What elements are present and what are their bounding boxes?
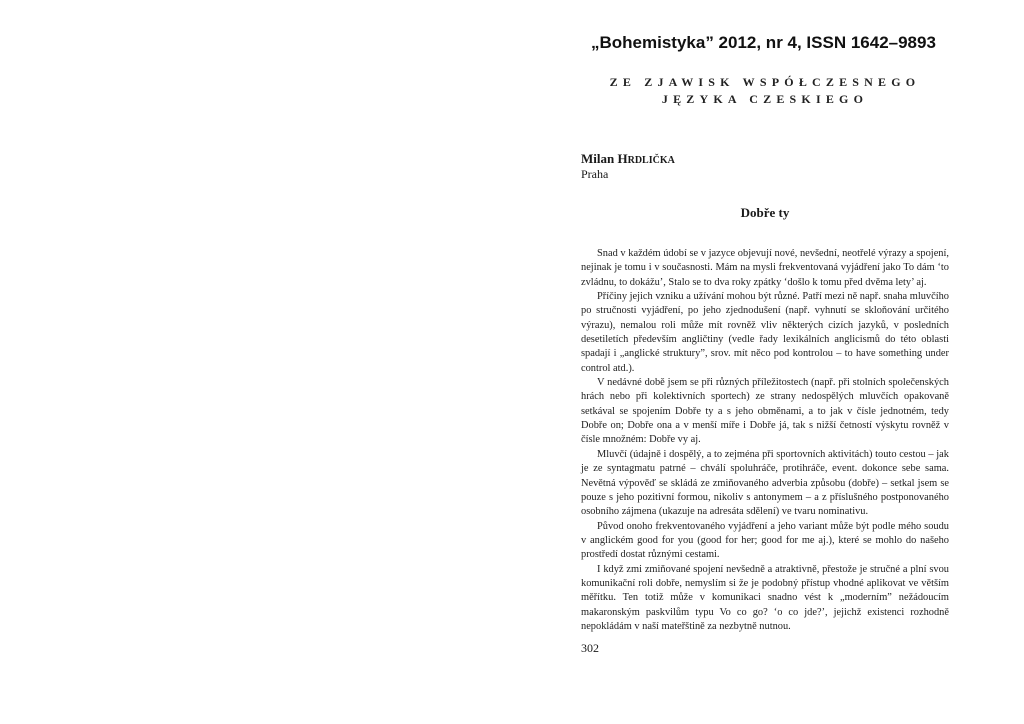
paragraph-6: I když zmi zmiňované spojení nevšedně a atraktivně, přestože je stručné a plní svou komunikační roli dobře, nemyslím si že je podobný přístup vhodné aplikovat ve větším měřítku. Ten totiž může v komunikaci snadno vést k „moderním” nežádoucím makaronským paskvilům typu Vo co go? ‘o co jde?’, jejichž existenci rozhodně nepokládám v naší mateřštině za nezbytně nutnou.	[581, 563, 949, 632]
section-heading-line-2: JĘZYKA CZESKIEGO	[661, 92, 869, 106]
section-heading	[581, 74, 949, 108]
paragraph-3: V nedávné době jsem se při různých příležitostech (např. při stolních společenských hrách nebo při kolektivních sportech) ze strany nedospělých mluvčích opakovaně setkával se spojením Dobře ty a s jeho obměnami, a to jak v čísle jednotném, tedy Dobře on; Dobře ona a v menší míře i Dobře já, tak s nižší četností výskytu rovněž v čísle množném: Dobře vy aj.	[581, 377, 949, 446]
author-surname-initial: H	[617, 151, 628, 166]
paragraph-5: Původ onoho frekventovaného vyjádření a jeho variant může být podle mého soudu v anglickém good for you (good for her; good for me aj.), které se mohlo do našeho prostředí dostat různými cestami.	[581, 520, 949, 561]
article-title: Dobře ty	[740, 205, 790, 220]
journal-header: „Bohemistyka” 2012, nr 4, ISSN 1642–9893	[591, 33, 936, 52]
author-surname	[617, 151, 674, 166]
author-name	[581, 151, 675, 167]
author-surname-rest: RDLIČKA	[627, 155, 675, 166]
document-page	[581, 0, 949, 724]
author-city: Praha	[581, 167, 609, 181]
paragraph-4: Mluvčí (údajně i dospělý, a to zejména při sportovních aktivitách) touto cestou – jak je ze syntagmatu patrné – chválí spoluhráče, protihráče, event. dokonce sebe sama. Nevětná výpověď se skládá ze zmiňovaného adverbia způsobu (dobře) – setkal jsem se pouze s jeho pozitivní formou, nikoliv s antonymem – a z příslušného postponovaného osobního zájmena (ukazuje na adresáta sdělení) ve tvaru nominativu.	[581, 448, 949, 518]
author-first-name: Milan	[581, 151, 615, 166]
page-number: 302	[581, 641, 599, 655]
paragraph-1: Snad v každém údobí se v jazyce objevují nové, nevšední, neotřelé výrazy a spojení, nejinak je tomu i v současnosti. Mám na mysli frekventovaná vyjádření jako To dám ‘to zvládnu, to dokážu’, Stalo se to dva roky zpátky ‘došlo k tomu před dvěma lety’ aj.	[581, 248, 949, 288]
article-body	[581, 247, 949, 634]
section-heading-line-1: ZE ZJAWISK WSPÓŁCZESNEGO	[609, 75, 921, 89]
paragraph-2: Příčiny jejich vzniku a užívání mohou být různé. Patří mezi ně např. snaha mluvčího po stručnosti vyjádření, po jeho zjednodušení (např. vyhnutí se skloňování určitého výrazu), nemalou roli může mít rovněž vliv některých cizích jazyků, v posledních desetiletích především angličtiny (vedle řady lexikálních anglicismů do této oblasti spadají i „anglické struktury”, srov. mít něco pod kontrolou – to have something under control atd.).	[581, 291, 949, 374]
